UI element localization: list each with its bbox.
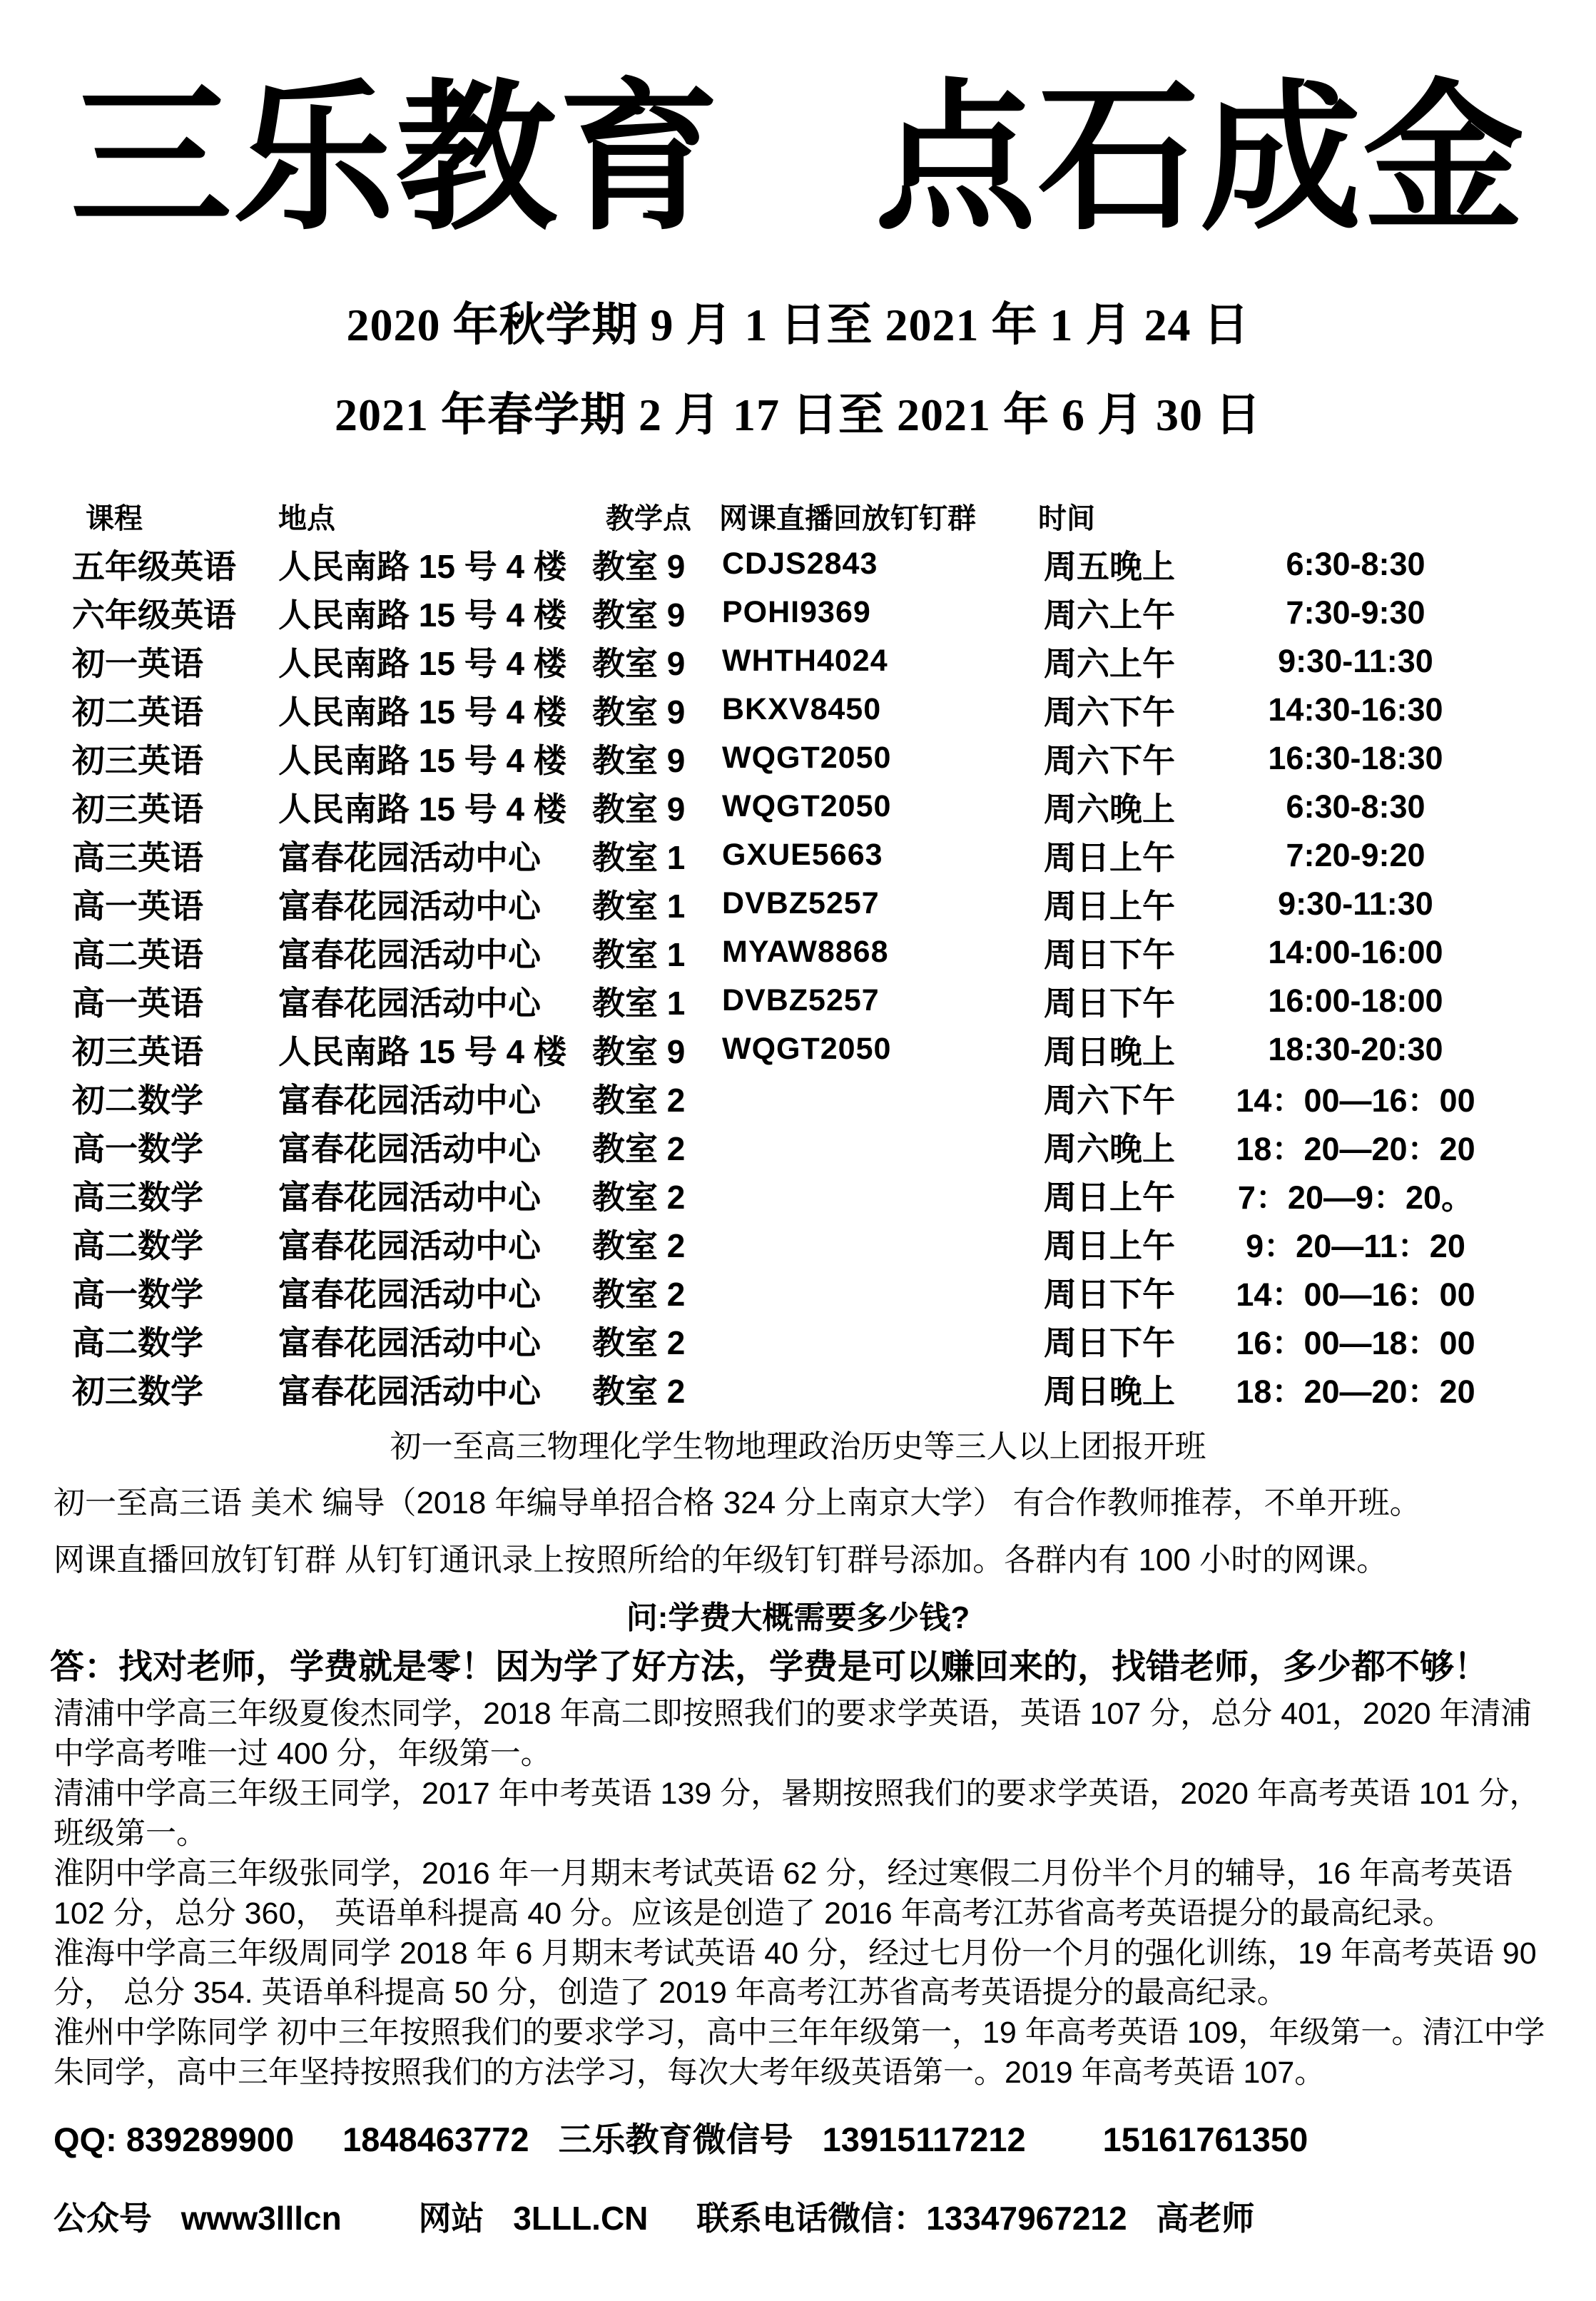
- table-row: [68, 540, 1560, 589]
- col-header-classroom: 教学点: [606, 503, 691, 535]
- cell-time: 7：20—9：20。: [1237, 1179, 1474, 1216]
- qq-label: QQ: 839289900: [54, 2120, 295, 2159]
- cell-classroom: 教室 2: [592, 1275, 686, 1313]
- cell-classroom: 教室 1: [592, 838, 686, 876]
- testimonial-paragraph: 淮阴中学高三年级张同学，2016 年一月期末考试英语 62 分，经过寒假二月份半个月的辅导，16 年高考英语 102 分，总分 360， 英语单科提高 40 分。应该是创造了 2016 年高考江苏省高考英语提分的最高纪录。: [54, 1856, 1513, 1931]
- cell-day: 周日下午: [1044, 1324, 1175, 1361]
- table-row: [68, 928, 1560, 977]
- cell-day: 周日下午: [1044, 984, 1175, 1022]
- cell-time: 6:30-8:30: [1286, 545, 1425, 582]
- schedule-rows: [68, 540, 1560, 1413]
- cell-location: 富春花园活动中心: [278, 838, 541, 876]
- col-header-course: 课程: [86, 503, 143, 535]
- cell-course: 初二英语: [72, 693, 203, 731]
- cell-classroom: 教室 9: [592, 1032, 686, 1070]
- table-row: [68, 1025, 1560, 1074]
- cell-day: 周日下午: [1044, 1275, 1175, 1313]
- cell-time: 16:30-18:30: [1268, 739, 1443, 776]
- cell-day: 周六上午: [1044, 644, 1175, 682]
- cell-classroom: 教室 2: [592, 1178, 686, 1216]
- footer-contact-line: [54, 2193, 1596, 2240]
- term-date-spring: 2021 年春学期 2 月 17 日至 2021 年 6 月 30 日: [335, 390, 1261, 441]
- tuition-question: 问:学费大概需要多少钱?: [626, 1600, 970, 1636]
- cell-course: 六年级英语: [72, 596, 236, 634]
- cell-time: 7:20-9:20: [1286, 836, 1425, 873]
- cell-classroom: 教室 1: [592, 984, 686, 1022]
- contact-phone: 联系电话微信：13347967212: [696, 2200, 1127, 2237]
- cell-classroom: 教室 2: [592, 1324, 686, 1361]
- cell-time: 14：00—16：00: [1236, 1082, 1475, 1119]
- cell-group: POHI9369: [722, 595, 871, 630]
- cell-course: 初三英语: [72, 1032, 203, 1070]
- cell-group: WHTH4024: [722, 644, 888, 679]
- col-header-location: 地点: [278, 503, 335, 535]
- cell-time: 18：20—20：20: [1236, 1373, 1475, 1411]
- cell-classroom: 教室 9: [592, 644, 686, 682]
- table-row: [68, 1316, 1560, 1365]
- cell-location: 人民南路 15 号 4 楼: [278, 741, 566, 779]
- table-row: [68, 1268, 1560, 1316]
- cell-day: 周六下午: [1044, 1081, 1175, 1119]
- col-header-time: 时间: [1038, 503, 1095, 535]
- page-title: 三乐教育 点石成金: [70, 64, 1526, 253]
- cell-location: 富春花园活动中心: [278, 1178, 541, 1216]
- cell-day: 周日上午: [1044, 1226, 1175, 1264]
- cell-location: 人民南路 15 号 4 楼: [278, 1032, 566, 1070]
- schedule-table: [68, 493, 1560, 1413]
- testimonials: [54, 1695, 1546, 2093]
- cell-classroom: 教室 2: [592, 1129, 686, 1167]
- cell-time: 9：20—11：20: [1246, 1228, 1465, 1265]
- gongzhonghao-label: 公众号: [54, 2200, 152, 2237]
- schedule-header-row: [68, 493, 1560, 540]
- cell-group: WQGT2050: [722, 741, 892, 776]
- cell-time: 7:30-9:30: [1286, 594, 1425, 631]
- cell-time: 9:30-11:30: [1278, 642, 1433, 679]
- testimonial-paragraph: 清浦中学高三年级夏俊杰同学，2018 年高二即按照我们的要求学英语，英语 107 分，总分 401，2020 年清浦中学高考唯一过 400 分，年级第一。: [54, 1697, 1532, 1772]
- cell-course: 高一数学: [72, 1275, 203, 1313]
- cell-group: WQGT2050: [722, 1032, 892, 1067]
- cell-classroom: 教室 2: [592, 1081, 686, 1119]
- cell-time: 6:30-8:30: [1286, 788, 1425, 825]
- cell-location: 富春花园活动中心: [278, 887, 541, 925]
- cell-group: CDJS2843: [722, 547, 878, 581]
- cell-day: 周日上午: [1044, 1178, 1175, 1216]
- teacher-name: 高老师: [1156, 2200, 1255, 2237]
- cell-location: 富春花园活动中心: [278, 1129, 541, 1167]
- cell-location: 人民南路 15 号 4 楼: [278, 547, 566, 585]
- cell-time: 18:30-20:30: [1268, 1030, 1443, 1067]
- cell-day: 周六下午: [1044, 693, 1175, 731]
- cell-location: 人民南路 15 号 4 楼: [278, 693, 566, 731]
- cell-day: 周六晚上: [1044, 790, 1175, 828]
- cell-location: 富春花园活动中心: [278, 1275, 541, 1313]
- col-header-group: 网课直播回放钉钉群: [719, 503, 976, 535]
- cell-day: 周六下午: [1044, 741, 1175, 779]
- cell-location: 富春花园活动中心: [278, 1324, 541, 1361]
- testimonial-paragraph: 清浦中学高三年级王同学，2017 年中考英语 139 分，暑期按照我们的要求学英语，2020 年高考英语 101 分，班级第一。: [54, 1777, 1540, 1851]
- cell-course: 初二数学: [72, 1081, 203, 1119]
- testimonial-paragraph: 淮州中学陈同学 初中三年按照我们的要求学习，高中三年年级第一，19 年高考英语 109，年级第一。清江中学朱同学，高中三年坚持按照我们的方法学习，每次大考年级英语第一。2019 年高考英语 107。: [54, 2016, 1545, 2091]
- cell-classroom: 教室 9: [592, 693, 686, 731]
- cell-classroom: 教室 2: [592, 1372, 686, 1410]
- group-enroll-note: 初一至高三物理化学生物地理政治历史等三人以上团报开班: [390, 1428, 1206, 1464]
- cell-time: 9:30-11:30: [1278, 885, 1433, 922]
- dingtalk-note: 网课直播回放钉钉群 从钉钉通讯录上按照所给的年级钉钉群号添加。各群内有 100 小时的网课。: [54, 1542, 1388, 1578]
- term-date-autumn: 2020 年秋学期 9 月 1 日至 2021 年 1 月 24 日: [346, 299, 1250, 350]
- cell-classroom: 教室 9: [592, 790, 686, 828]
- cell-course: 初三英语: [72, 741, 203, 779]
- testimonial-paragraph: 淮海中学高三年级周同学 2018 年 6 月期末考试英语 40 分，经过七月份一个月的强化训练，19 年高考英语 90 分， 总分 354. 英语单科提高 50 分，创造了 2019 年高考江苏省高考英语提分的最高纪录。: [54, 1936, 1537, 2011]
- table-row: [68, 783, 1560, 831]
- cell-time: 18：20—20：20: [1236, 1131, 1475, 1168]
- cell-course: 高二数学: [72, 1324, 203, 1361]
- cell-classroom: 教室 9: [592, 547, 686, 585]
- cell-course: 高一数学: [72, 1129, 203, 1167]
- website-value: 3LLL.CN: [513, 2200, 649, 2237]
- cell-group: GXUE5663: [722, 838, 883, 873]
- cell-day: 周日上午: [1044, 887, 1175, 925]
- cell-location: 富春花园活动中心: [278, 935, 541, 973]
- table-row: [68, 1074, 1560, 1122]
- cell-course: 高二英语: [72, 935, 203, 973]
- cell-group: BKXV8450: [722, 692, 882, 727]
- cell-course: 初一英语: [72, 644, 203, 682]
- cell-time: 16:00-18:00: [1268, 982, 1443, 1019]
- cell-location: 人民南路 15 号 4 楼: [278, 790, 566, 828]
- cell-group: WQGT2050: [722, 789, 892, 824]
- table-row: [68, 734, 1560, 783]
- table-row: [68, 686, 1560, 734]
- cell-course: 高三数学: [72, 1178, 203, 1216]
- table-row: [68, 637, 1560, 686]
- table-row: [68, 1122, 1560, 1171]
- cell-classroom: 教室 2: [592, 1226, 686, 1264]
- qq-number-2: 1848463772: [342, 2120, 529, 2159]
- wechat-number-2: 15161761350: [1102, 2120, 1308, 2159]
- cell-course: 高一英语: [72, 984, 203, 1022]
- cell-course: 高一英语: [72, 887, 203, 925]
- gongzhonghao-value: www3lllcn: [181, 2200, 342, 2237]
- cell-day: 周日晚上: [1044, 1372, 1175, 1410]
- cell-time: 14:30-16:30: [1268, 691, 1443, 728]
- table-row: [68, 880, 1560, 928]
- cell-course: 初三数学: [72, 1372, 203, 1410]
- cell-day: 周日下午: [1044, 935, 1175, 973]
- cell-course: 初三英语: [72, 790, 203, 828]
- cell-day: 周日上午: [1044, 838, 1175, 876]
- wechat-number-1: 13915117212: [822, 2120, 1026, 2159]
- table-row: [68, 1219, 1560, 1268]
- tuition-answer: 答：找对老师，学费就是零！因为学了好方法，学费是可以赚回来的，找错老师，多少都不够！: [50, 1648, 1489, 1687]
- table-row: [68, 589, 1560, 637]
- cell-time: 16：00—18：00: [1236, 1325, 1475, 1362]
- cell-day: 周日晚上: [1044, 1032, 1175, 1070]
- cell-time: 14:00-16:00: [1268, 933, 1443, 970]
- cell-location: 富春花园活动中心: [278, 1226, 541, 1264]
- cell-course: 五年级英语: [72, 547, 236, 585]
- cell-group: MYAW8868: [722, 935, 889, 970]
- cell-course: 高三英语: [72, 838, 203, 876]
- cell-day: 周五晚上: [1044, 547, 1175, 585]
- table-row: [68, 831, 1560, 880]
- art-course-note: 初一至高三语 美术 编导（2018 年编导单招合格 324 分上南京大学） 有合作教师推荐，不单开班。: [54, 1485, 1421, 1520]
- cell-classroom: 教室 1: [592, 887, 686, 925]
- cell-classroom: 教室 9: [592, 741, 686, 779]
- cell-location: 富春花园活动中心: [278, 1081, 541, 1119]
- cell-classroom: 教室 1: [592, 935, 686, 973]
- table-row: [68, 977, 1560, 1025]
- wechat-label: 三乐教育微信号: [558, 2120, 793, 2159]
- cell-group: DVBZ5257: [722, 886, 880, 921]
- website-label: 网站: [418, 2200, 484, 2237]
- cell-time: 14：00—16：00: [1236, 1276, 1475, 1314]
- cell-day: 周六晚上: [1044, 1129, 1175, 1167]
- cell-location: 人民南路 15 号 4 楼: [278, 644, 566, 682]
- table-row: [68, 1365, 1560, 1413]
- cell-location: 富春花园活动中心: [278, 1372, 541, 1410]
- cell-day: 周六上午: [1044, 596, 1175, 634]
- table-row: [68, 1171, 1560, 1219]
- cell-location: 人民南路 15 号 4 楼: [278, 596, 566, 634]
- cell-course: 高二数学: [72, 1226, 203, 1264]
- qq-contact-line: [54, 2113, 1596, 2161]
- cell-classroom: 教室 9: [592, 596, 686, 634]
- cell-group: DVBZ5257: [722, 983, 880, 1018]
- cell-location: 富春花园活动中心: [278, 984, 541, 1022]
